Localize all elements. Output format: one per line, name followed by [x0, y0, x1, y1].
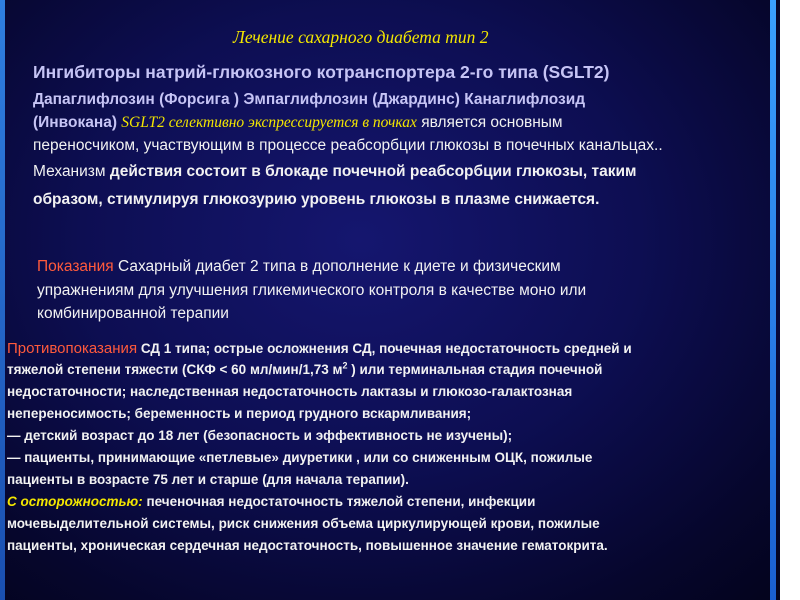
sglt2-expression-note: SGLT2 селективно экспрессируется в почках: [121, 114, 417, 131]
contraindications-line-2: [7, 362, 602, 377]
mechanism-label: Механизм: [33, 163, 110, 180]
indications-line-3: комбинированной терапии: [37, 305, 229, 322]
contraindications-text-2b: ) или терминальная стадия почечной: [347, 362, 603, 377]
superscript-2: 2: [342, 360, 348, 371]
contraindications-line-6: — пациенты, принимающие «петлевые» диуретики , или со сниженным ОЦК, пожилые: [7, 450, 593, 465]
sglt2-line-3: [33, 114, 563, 132]
contraindications-line-1: [7, 340, 632, 357]
contraindications-line-4: непереносимость; беременность и период грудного вскармливания;: [7, 406, 472, 421]
right-accent-stripe: [770, 0, 776, 600]
left-accent-stripe: [0, 0, 5, 600]
mechanism-line: [33, 163, 636, 181]
indications-label: Показания: [37, 258, 114, 275]
caution-line-3: пациенты, хроническая сердечная недостаточность, повышенное значение гематокрита.: [7, 538, 608, 553]
right-margin: [780, 0, 800, 600]
mechanism-line-2: образом, стимулируя глюкозурию уровень глюкозы в плазме снижается.: [33, 191, 600, 208]
sglt2-line-4: переносчиком, участвующим в процессе реабсорбции глюкозы в почечных канальцах..: [33, 137, 663, 154]
contraindications-text-1: СД 1 типа; острые осложнения СД, почечная недостаточность средней и: [137, 341, 632, 356]
indications-line-2: упражнениям для улучшения гликемического контроля в качестве моно или: [37, 282, 587, 299]
mechanism-text: действия состоит в блокаде почечной реабсорбции глюкозы, таким: [109, 163, 637, 180]
sglt2-line-3-rest: является основным: [416, 114, 563, 131]
slide-title: Лечение сахарного диабета тип 2: [233, 27, 489, 47]
caution-text-1: печеночная недостаточность тяжелой степени, инфекции: [142, 494, 536, 509]
caution-label: С осторожностью:: [7, 494, 143, 509]
drugs-line: Дапаглифлозин (Форсига ) Эмпаглифлозин (Джардинс) Канаглифлозид: [33, 91, 586, 108]
contraindications-line-3: недостаточности; наследственная недостаточность лактазы и глюкозо-галактозная: [7, 384, 573, 399]
indications-text-1: Сахарный диабет 2 типа в дополнение к диете и физическим: [113, 258, 561, 275]
caution-line: [7, 494, 535, 509]
contraindications-text-2a: тяжелой степени тяжести (СКФ < 60 мл/мин/1,73 м: [7, 362, 343, 377]
contraindications-label: Противопоказания: [7, 340, 138, 357]
contraindications-line-7: пациенты в возрасте 75 лет и старше (для начала терапии).: [7, 472, 409, 487]
drug-invokana: (Инвокана): [33, 114, 122, 131]
indications-line-1: [37, 258, 561, 276]
sglt2-heading: Ингибиторы натрий-глюкозного котранспортера 2-го типа (SGLT2): [33, 62, 610, 82]
contraindications-line-5: — детский возраст до 18 лет (безопасность и эффективность не изучены);: [7, 428, 513, 443]
caution-line-2: мочевыделительной системы, риск снижения объема циркулирующей крови, пожилые: [7, 516, 600, 531]
